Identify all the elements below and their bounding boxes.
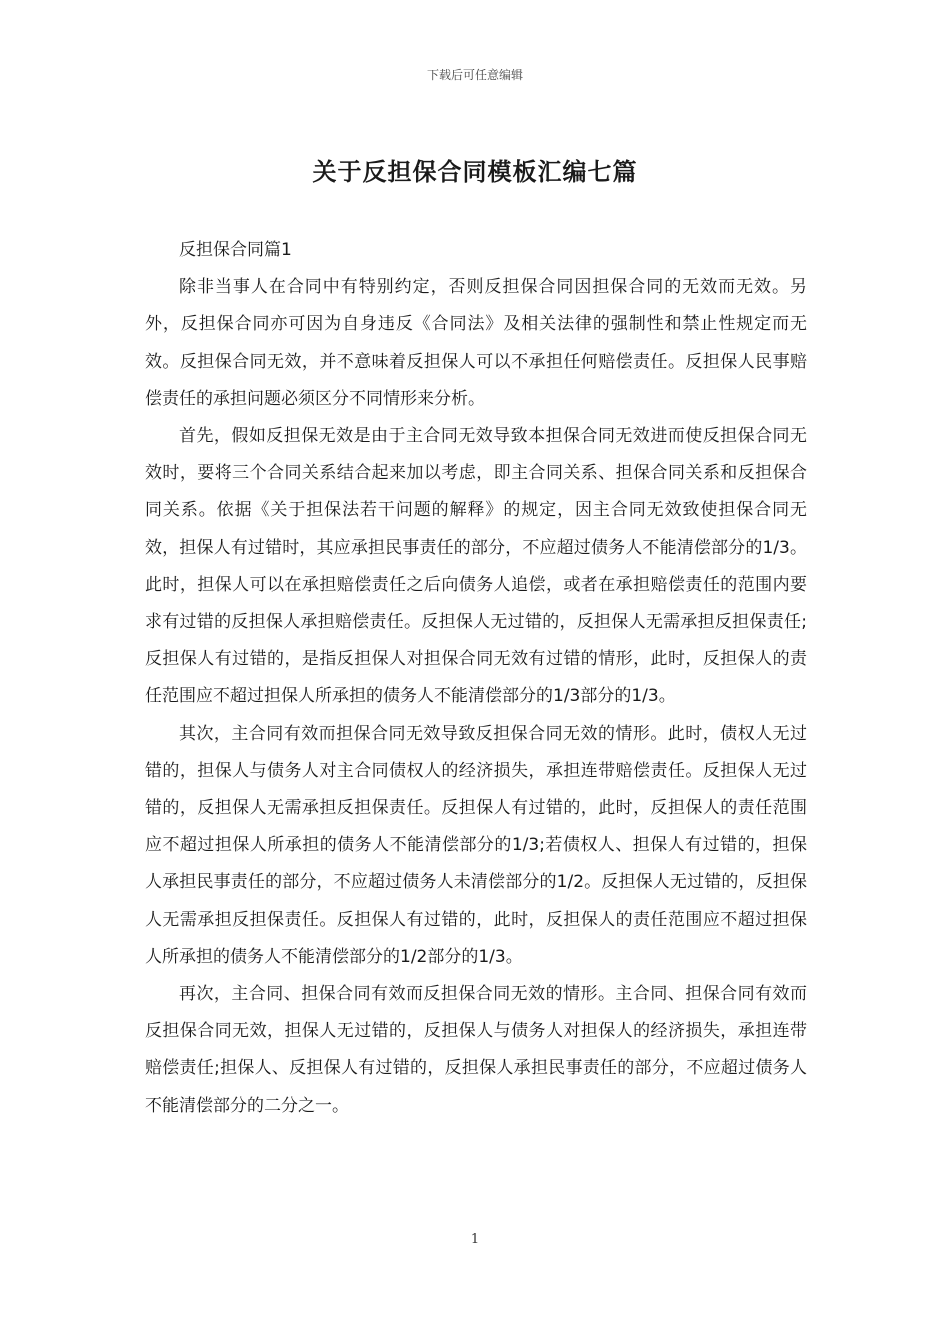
body-paragraph: 再次，主合同、担保合同有效而反担保合同无效的情形。主合同、担保合同有效而反担保合同无效，担保人无过错的，反担保人与债务人对担保人的经济损失，承担连带赔偿责任;担保人、反担保人有过错的，反担保人承担民事责任的部分，不应超过债务人不能清偿部分的二分之一。 <box>145 984 807 1116</box>
body-paragraph: 其次，主合同有效而担保合同无效导致反担保合同无效的情形。此时，债权人无过错的，担保人与债务人对主合同债权人的经济损失，承担连带赔偿责任。反担保人无过错的，反担保人无需承担反担保责任。反担保人有过错的，此时，反担保人的责任范围应不超过担保人所承担的债务人不能清偿部分的1/3;若债权人、担保人有过错的，担保人承担民事责任的部分，不应超过债务人未清偿部分的1/2。反担保人无过错的，反担保人无需承担反担保责任。反担保人有过错的，此时，反担保人的责任范围应不超过担保人所承担的债务人不能清偿部分的1/2部分的1/3。 <box>145 723 807 967</box>
body-paragraph: 除非当事人在合同中有特别约定，否则反担保合同因担保合同的无效而无效。另外，反担保合同亦可因为自身违反《合同法》及相关法律的强制性和禁止性规定而无效。反担保合同无效，并不意味着反担保人可以不承担任何赔偿责任。反担保人民事赔偿责任的承担问题必须区分不同情形来分析。 <box>145 277 807 409</box>
page-header: 下载后可任意编辑 <box>426 68 523 82</box>
page-number: 1 <box>470 1232 480 1247</box>
body-paragraph: 首先，假如反担保无效是由于主合同无效导致本担保合同无效进而使反担保合同无效时，要将三个合同关系结合起来加以考虑，即主合同关系、担保合同关系和反担保合同关系。依据《关于担保法若干问题的解释》的规定，因主合同无效致使担保合同无效，担保人有过错时，其应承担民事责任的部分，不应超过债务人不能清偿部分的1/3。此时，担保人可以在承担赔偿责任之后向债务人追偿，或者在承担赔偿责任的范围内要求有过错的反担保人承担赔偿责任。反担保人无过错的，反担保人无需承担反担保责任;反担保人有过错的，是指反担保人对担保合同无效有过错的情形，此时，反担保人的责任范围应不超过担保人所承担的债务人不能清偿部分的1/3部分的1/3。 <box>145 426 807 707</box>
document-body <box>145 232 807 1125</box>
document-title: 关于反担保合同模板汇编七篇 <box>312 158 638 186</box>
section-heading: 反担保合同篇1 <box>179 240 292 260</box>
